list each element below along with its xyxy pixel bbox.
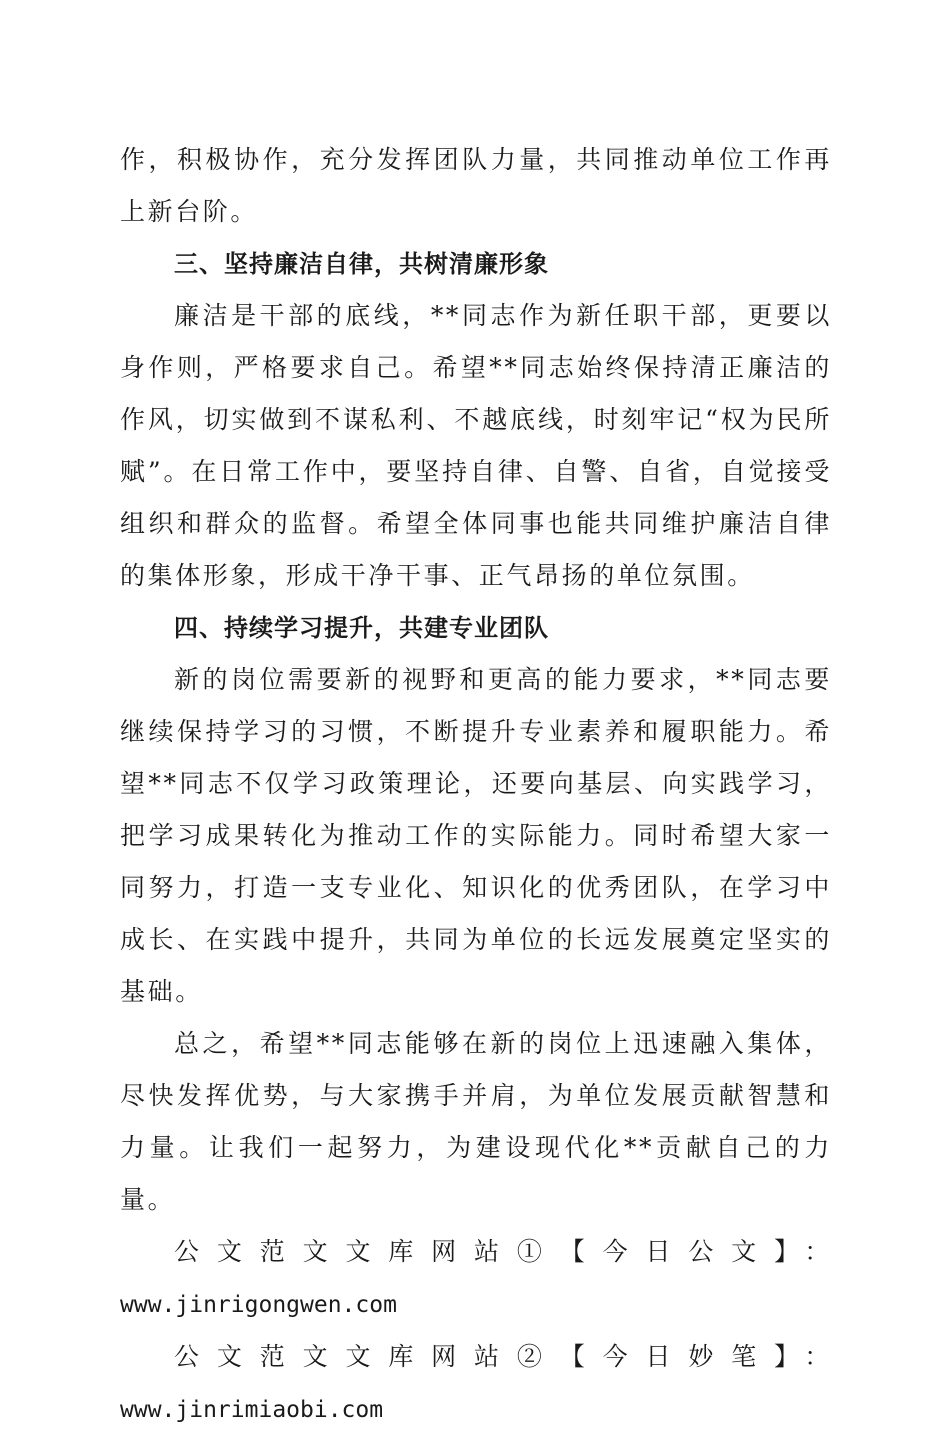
continued-paragraph: 作，积极协作，充分发挥团队力量，共同推动单位工作再上新台阶。 [120, 145, 832, 226]
site1-url-line [120, 1278, 832, 1331]
document-body [120, 134, 832, 1436]
site2-line [120, 1331, 832, 1436]
section-heading-3: 三、坚持廉洁自律，共树清廉形象 [174, 250, 549, 278]
conclusion-paragraph: 总之，希望**同志能够在新的岗位上迅速融入集体，尽快发挥优势，与大家携手并肩，为单位发展贡献智慧和力量。让我们一起努力，为建设现代化**贡献自己的力量。 [120, 1029, 832, 1214]
site2-url[interactable]: www.jinrimiaobi.com [120, 1397, 384, 1423]
section-heading-4: 四、持续学习提升，共建专业团队 [174, 614, 549, 642]
section-paragraph-3: 廉洁是干部的底线，**同志作为新任职干部，更要以身作则，严格要求自己。希望**同志始终保持清正廉洁的作风，切实做到不谋私利、不越底线，时刻牢记“权为民所赋”。在日常工作中，要坚持自律、自警、自省，自觉接受组织和群众的监督。希望全体同事也能共同维护廉洁自律的集体形象，形成干净干事、正气昂扬的单位氛围。 [120, 301, 832, 590]
site1-url[interactable]: www.jinrigongwen.com [120, 1292, 397, 1318]
section-paragraph-4: 新的岗位需要新的视野和更高的能力要求，**同志要继续保持学习的习惯，不断提升专业素养和履职能力。希望**同志不仅学习政策理论，还要向基层、向实践学习，把学习成果转化为推动工作的实际能力。同时希望大家一同努力，打造一支专业化、知识化的优秀团队，在学习中成长、在实践中提升，共同为单位的长远发展奠定坚实的基础。 [120, 665, 832, 1006]
site2-label: 公文范文文库网站②【今日妙笔】： [174, 1342, 832, 1371]
site1-label: 公文范文文库网站①【今日公文】： [174, 1237, 832, 1266]
